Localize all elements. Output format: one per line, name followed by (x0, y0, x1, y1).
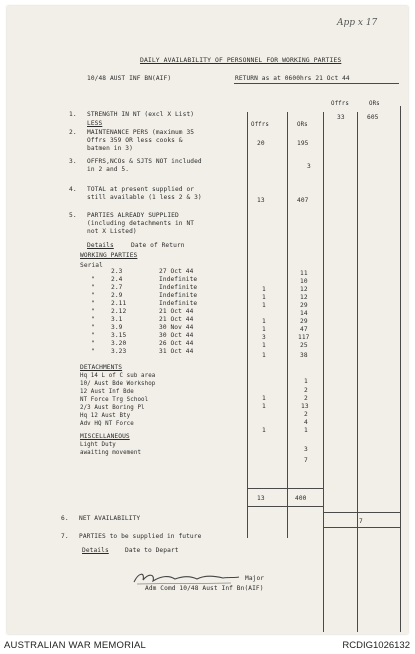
serial-ors: 29 (300, 302, 308, 309)
ditto-mark: " (91, 284, 95, 291)
detachment-offrs: 1 (262, 395, 266, 402)
maint-ors-value: 195 (297, 140, 309, 147)
serial-date: 21 Oct 44 (159, 316, 194, 323)
ditto-mark: " (91, 316, 95, 323)
item-number: 2. (69, 129, 77, 136)
serial-date: 26 Oct 44 (159, 340, 194, 347)
serial-number: 2.7 (111, 284, 123, 291)
ditto-mark: " (91, 340, 95, 347)
detachment-ors: 4 (304, 419, 308, 426)
serial-number: 3.23 (111, 348, 127, 355)
item-number: 1. (69, 111, 77, 118)
misc-text: awaiting movement (80, 450, 142, 456)
net-number: 6. (61, 515, 69, 522)
details-label: Details (87, 242, 114, 249)
column-line-mid (287, 112, 288, 538)
item-text: still available (1 less 2 & 3) (87, 194, 202, 201)
future-label: PARTIES to be supplied in future (79, 533, 202, 540)
serial-ors: 10 (300, 278, 308, 285)
item-text: MAINTENANCE PERS (maximum 35 (87, 129, 195, 136)
total-ors-value: 407 (297, 197, 309, 204)
maint-offrs-value: 20 (257, 140, 265, 147)
net-rule-bottom (323, 527, 400, 528)
serial-ors: 47 (300, 326, 308, 333)
serial-date: Indefinite (159, 292, 198, 299)
serial-ors: 117 (298, 334, 310, 341)
column-line-edge (400, 106, 401, 632)
serial-number: 2.12 (111, 308, 127, 315)
detachment-offrs: 1 (262, 427, 266, 434)
net-rule-top (323, 512, 400, 513)
net-value: 7 (359, 518, 363, 525)
serial-ors: 12 (300, 294, 308, 301)
column-line-left (247, 112, 248, 538)
date-of-return-label: Date of Return (131, 242, 185, 249)
detachment-ors: 2 (304, 387, 308, 394)
serial-offrs: 1 (262, 352, 266, 359)
serial-offrs: 1 (262, 286, 266, 293)
ditto-mark: " (91, 276, 95, 283)
col-header-ors: ORs (297, 122, 308, 128)
document-page (7, 6, 408, 634)
misc-ors: 3 (304, 446, 308, 453)
item-number: 3. (69, 158, 77, 165)
summary-offrs-label: Offrs (331, 101, 349, 107)
future-details-label: Details (82, 547, 109, 554)
future-number: 7. (61, 533, 69, 540)
ditto-mark: " (91, 324, 95, 331)
item-text: in 2 and 5. (87, 166, 130, 173)
serial-number: 3.9 (111, 324, 123, 331)
detachment-text: Hq 12 Aust Bty (80, 413, 131, 419)
unit-name: 10/48 AUST INF BN(AIF) (87, 75, 172, 82)
serial-ors: 25 (300, 342, 308, 349)
serial-ors: 11 (300, 270, 308, 277)
detachment-ors: 1 (304, 378, 308, 385)
misc-text: Light Duty (80, 442, 116, 448)
summary-offrs-value: 33 (337, 114, 345, 121)
totals-rule (247, 488, 323, 489)
summary-ors-value: 605 (367, 114, 379, 121)
ditto-mark: " (91, 292, 95, 299)
col-header-offrs: Offrs (251, 122, 269, 128)
serial-date: 27 Oct 44 (159, 268, 194, 275)
offrs-ncos-value: 3 (307, 163, 311, 170)
serial-number: 2.3 (111, 268, 123, 275)
serial-offrs: 1 (262, 318, 266, 325)
column-line-right (323, 112, 324, 632)
item-text: not X Listed) (87, 228, 137, 235)
date-to-depart-label: Date to Depart (125, 547, 179, 554)
serial-number: 3.15 (111, 332, 127, 339)
serial-date: Indefinite (159, 276, 198, 283)
detachment-text: Adv HQ NT Force (80, 421, 134, 427)
misc-heading: MISCELLANEOUS (80, 433, 130, 440)
item-text: batmen in 3) (87, 145, 133, 152)
serial-number: 3.1 (111, 316, 123, 323)
archive-name: AUSTRALIAN WAR MEMORIAL (4, 640, 147, 651)
detachment-text: 10/ Aust Bde Workshop (80, 381, 156, 387)
total-offrs-value: 13 (257, 197, 265, 204)
signature-line: Adm Comd 10/48 Aust Inf Bn(AIF) (145, 585, 264, 592)
working-parties-heading: WORKING PARTIES (80, 252, 138, 259)
serial-ors: 12 (300, 286, 308, 293)
item-number: 5. (69, 212, 77, 219)
ditto-mark: " (91, 300, 95, 307)
document-title: DAILY AVAILABILITY OF PERSONNEL FOR WORKING PARTIES (140, 56, 342, 64)
item-number: 4. (69, 186, 77, 193)
serial-number: 2.9 (111, 292, 123, 299)
detachment-text: Hq 14 L of C sub area (80, 373, 156, 379)
item-text: OFFRS,NCOs & SJTS NOT included (87, 158, 202, 165)
item-text: (including detachments in NT (87, 220, 195, 227)
header-rule (234, 83, 399, 84)
serial-offrs: 1 (262, 302, 266, 309)
serial-date: Indefinite (159, 284, 198, 291)
item-text: TOTAL at present supplied or (87, 186, 195, 193)
totals-rule-bottom (247, 506, 323, 507)
archive-footer (0, 636, 415, 654)
serial-offrs: 3 (262, 334, 266, 341)
handwritten-annotation: App x 17 (337, 18, 378, 28)
serial-offrs: 1 (262, 342, 266, 349)
serial-date: 21 Oct 44 (159, 308, 194, 315)
misc-ors: 7 (304, 457, 308, 464)
signature-mark (131, 570, 241, 586)
serial-number: 3.20 (111, 340, 127, 347)
net-label: NET AVAILABILITY (79, 515, 141, 522)
serial-date: 30 Oct 44 (159, 332, 194, 339)
ditto-mark: " (91, 308, 95, 315)
item-text: PARTIES ALREADY SUPPLIED (87, 212, 179, 219)
ditto-mark: " (91, 348, 95, 355)
detachments-heading: DETACHMENTS (80, 364, 123, 371)
ditto-mark: " (91, 332, 95, 339)
total-offrs: 13 (257, 495, 265, 502)
detachment-ors: 1 (304, 427, 308, 434)
detachment-text: 12 Aust Inf Bde (80, 389, 134, 395)
serial-ors: 29 (300, 318, 308, 325)
detachment-ors: 13 (301, 403, 309, 410)
return-date: RETURN as at 0600hrs 21 Oct 44 (235, 75, 350, 82)
summary-ors-label: ORs (369, 101, 380, 107)
detachment-ors: 2 (304, 411, 308, 418)
total-ors: 400 (295, 495, 307, 502)
archive-id: RCDIG1026132 (342, 640, 410, 651)
serial-number: 2.11 (111, 300, 127, 307)
serial-ors: 38 (300, 352, 308, 359)
detachment-ors: 2 (304, 395, 308, 402)
detachment-offrs: 1 (262, 403, 266, 410)
serial-date: Indefinite (159, 300, 198, 307)
detachment-text: NT Force Trg School (80, 397, 149, 403)
detachment-text: 2/3 Aust Boring Pl (80, 405, 145, 411)
serial-number: 2.4 (111, 276, 123, 283)
serial-date: 31 Oct 44 (159, 348, 194, 355)
signature-rank: Major (245, 575, 265, 582)
column-line-summary (357, 112, 358, 632)
serial-offrs: 1 (262, 326, 266, 333)
serial-label: Serial (80, 262, 103, 269)
item-text: LESS (87, 120, 103, 127)
serial-date: 30 Nov 44 (159, 324, 194, 331)
serial-ors: 14 (300, 310, 308, 317)
item-text: STRENGTH IN NT (excl X List) (87, 111, 195, 118)
serial-offrs: 1 (262, 294, 266, 301)
item-text: Offrs 359 OR less cooks & (87, 137, 183, 144)
